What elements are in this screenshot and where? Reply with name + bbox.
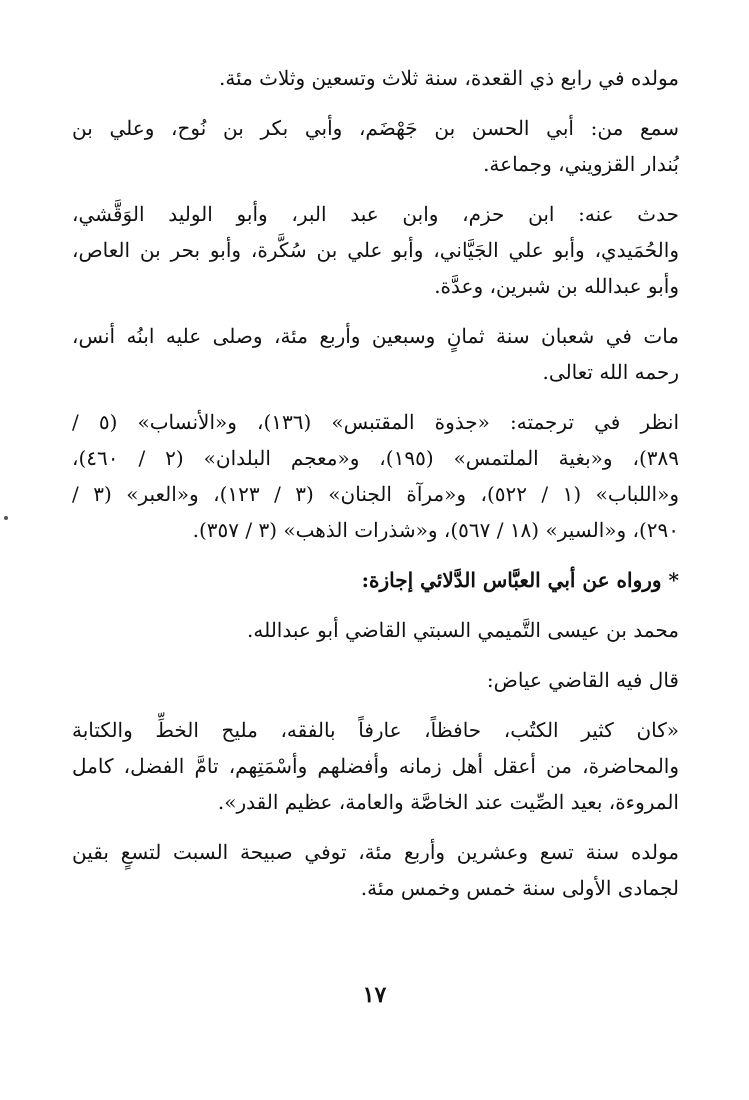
narration-heading: [72, 562, 679, 598]
page-number: ١٧: [362, 982, 387, 1008]
text-line: «كان كثير الكتُب، حافظاً، عارفاً بالفقه، مليح الخطِّ والكتابة: [72, 718, 679, 742]
death-paragraph: [72, 318, 679, 390]
page-body: [72, 60, 679, 920]
text-line: مات في شعبان سنة ثمانٍ وسبعين وأربع مئة، وصلى عليه ابنُه أنس،: [72, 324, 679, 348]
text-line: بُندار القزويني، وجماعة.: [483, 152, 679, 176]
text-line: مولده سنة تسع وعشرين وأربع مئة، توفي صبيحة السبت لتسعٍ بقين: [72, 840, 679, 864]
text-line: رحمه الله تعالى.: [542, 360, 679, 384]
text-line: المروءة، بعيد الصِّيت عند الخاصَّة والعامة، عظيم القدر».: [217, 790, 679, 814]
name-paragraph: [72, 612, 679, 648]
text-line: ٢٩٠)، و«السير» (١٨ / ٥٦٧)، و«شذرات الذهب» (٣ / ٣٥٧).: [192, 518, 679, 542]
text-line: قال فيه القاضي عياض:: [486, 668, 679, 692]
text-line: والمحاضرة، من أعقل أهل زمانه وأفضلهم وأسْمَتِهم، تامَّ الفضل، كامل: [72, 754, 679, 778]
quote-paragraph: [72, 712, 679, 820]
birth-death-paragraph: [72, 834, 679, 906]
qadi-iyad-intro: [72, 662, 679, 698]
text-line: محمد بن عيسى التَّميمي السبتي القاضي أبو عبدالله.: [247, 618, 679, 642]
text-line: وأبو عبدالله بن شبرين، وعدَّة.: [434, 274, 679, 298]
narrated-by-paragraph: [72, 196, 679, 304]
text-line: انظر في ترجمته: «جذوة المقتبس» (١٣٦)، و«الأنساب» (٥ /: [72, 410, 679, 434]
references-paragraph: [72, 404, 679, 548]
text-line: سمع من: أبي الحسن بن جَهْضَم، وأبي بكر بن نُوح، وعلي بن: [72, 116, 679, 140]
text-line: والحُمَيدي، وأبو علي الجَيَّاني، وأبو علي بن سُكَّرة، وأبو بحر بن العاص،: [72, 238, 679, 262]
text-line: ٣٨٩)، و«بغية الملتمس» (١٩٥)، و«معجم البلدان» (٢ / ٤٦٠)،: [72, 446, 679, 470]
text-line: لجمادى الأولى سنة خمس وخمس مئة.: [360, 876, 679, 900]
heard-from-paragraph: [72, 110, 679, 182]
text-line: * ورواه عن أبي العبَّاس الدَّلائي إجازة:: [361, 568, 679, 592]
text-line: حدث عنه: ابن حزم، وابن عبد البر، وأبو الوليد الوَقَّشي،: [72, 202, 679, 226]
scan-speck: [4, 516, 8, 520]
text-line: و«اللباب» (١ / ٥٢٢)، و«مرآة الجنان» (٣ / ١٢٣)، و«العبر» (٣ /: [72, 482, 679, 506]
text-line: مولده في رابع ذي القعدة، سنة ثلاث وتسعين وثلاث مئة.: [218, 66, 679, 90]
birth-paragraph: [72, 60, 679, 96]
